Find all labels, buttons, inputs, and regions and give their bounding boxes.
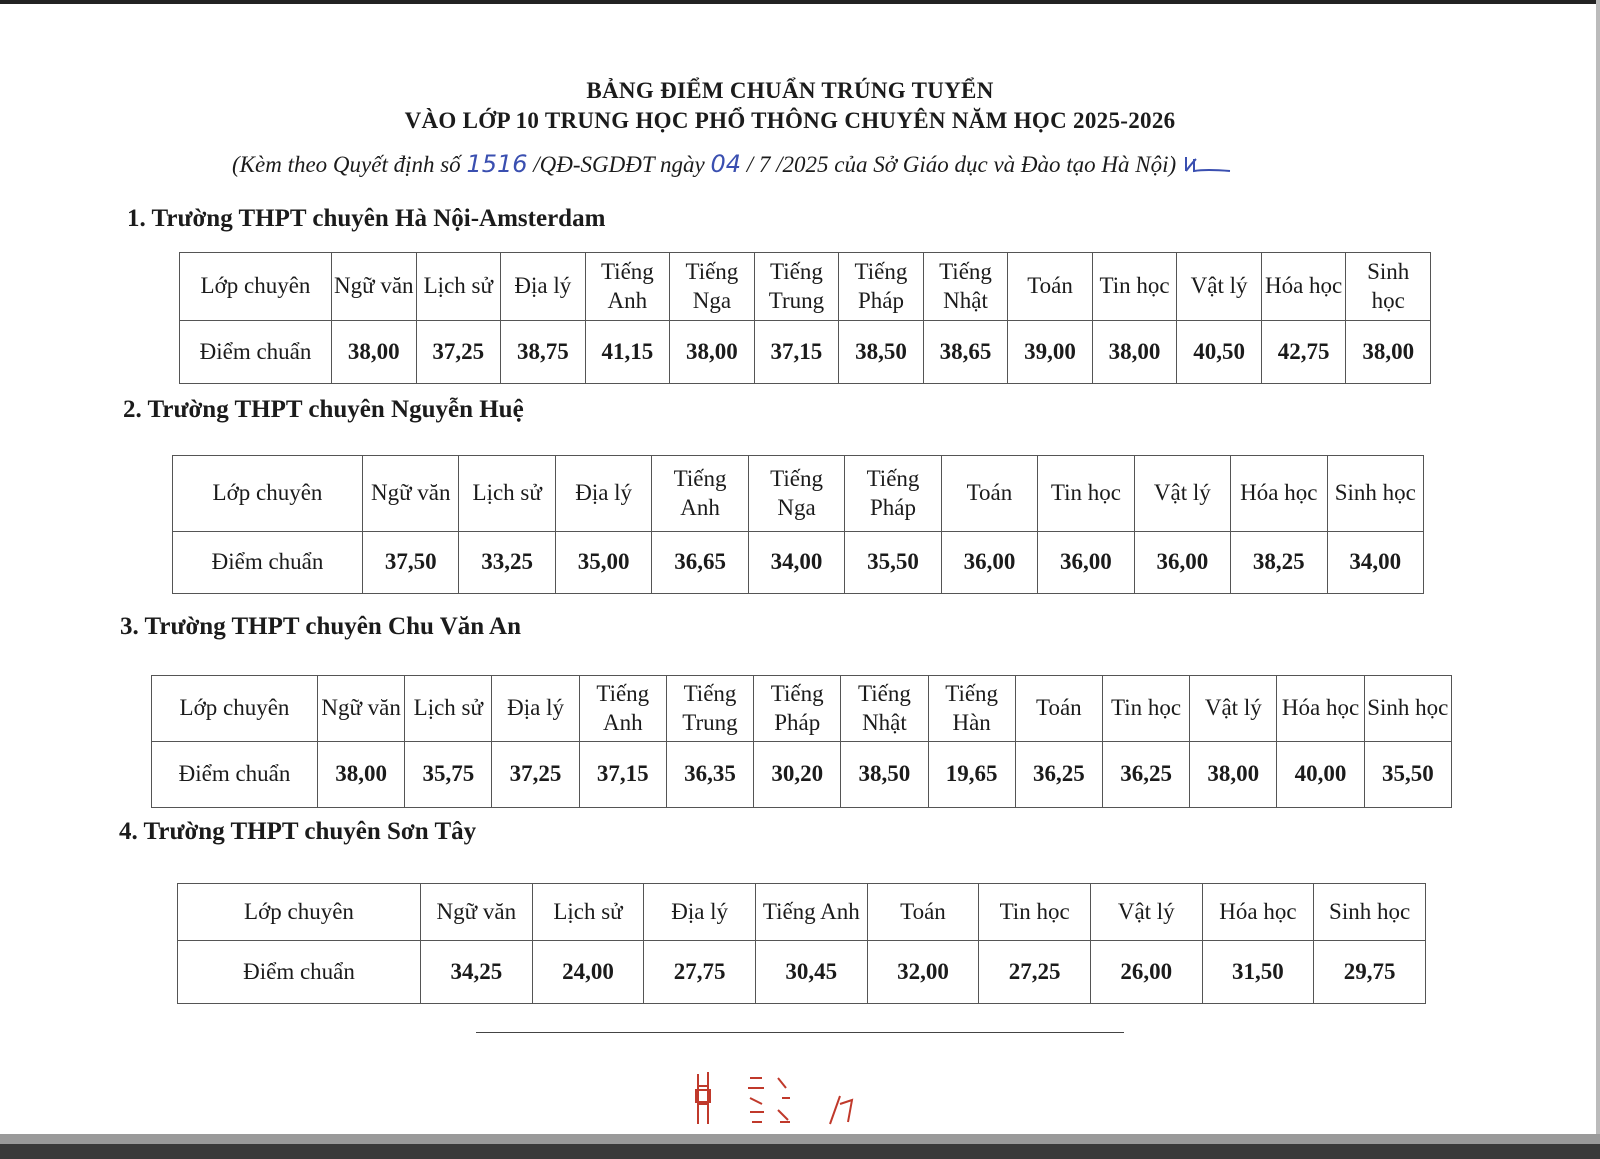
document-title-line1: BẢNG ĐIỂM CHUẨN TRÚNG TUYỂN [586,78,994,103]
score-cell: 34,00 [748,532,844,594]
score-row [178,941,1426,1004]
decision-number-handwritten: 1516 [466,150,528,178]
subject-cell: Sinh học [1346,253,1431,321]
subject-cell: Tiếng Nga [670,253,755,321]
subtitle-part2: /QĐ-SGDĐT ngày [533,152,705,177]
score-cell: 19,65 [928,742,1015,808]
subject-cell: Tiếng Nhật [923,253,1008,321]
subject-cell: Tiếng Anh [652,456,748,532]
score-cell: 38,00 [318,742,405,808]
subject-cell: Lịch sử [459,456,555,532]
subject-cell: Địa lý [555,456,651,532]
subject-cell: Toán [1015,676,1102,742]
subject-header-label: Lớp chuyên [180,253,332,321]
score-cell: 35,50 [1364,742,1451,808]
score-cell: 35,00 [555,532,651,594]
subject-cell: Tiếng Nga [748,456,844,532]
subject-cell: Sinh học [1314,884,1426,941]
score-cell: 35,50 [845,532,941,594]
score-cell: 34,00 [1327,532,1423,594]
score-cell: 41,15 [585,321,670,384]
subject-cell: Sinh học [1327,456,1423,532]
score-cell: 42,75 [1261,321,1346,384]
score-cell: 37,25 [416,321,501,384]
school-1-table [179,252,1431,384]
score-cell: 24,00 [532,941,644,1004]
score-cell: 40,50 [1177,321,1262,384]
subtitle-part3: / 7 /2025 của Sở Giáo dục và Đào tạo Hà Nội) [746,152,1177,177]
score-cell: 27,25 [979,941,1091,1004]
subject-cell: Toán [867,884,979,941]
score-cell: 38,00 [332,321,417,384]
decision-day-handwritten: 04 [710,150,741,178]
subject-cell: Tiếng Pháp [754,676,841,742]
school-3-heading: 3. Trường THPT chuyên Chu Văn An [120,613,521,640]
subject-cell: Địa lý [492,676,579,742]
subject-cell: Tiếng Pháp [839,253,924,321]
score-header-label: Điểm chuẩn [152,742,318,808]
score-cell: 38,00 [1190,742,1277,808]
score-cell: 40,00 [1277,742,1364,808]
subject-cell: Tiếng Trung [754,253,839,321]
subject-cell: Toán [1008,253,1093,321]
subject-cell: Vật lý [1177,253,1262,321]
score-cell: 35,75 [405,742,492,808]
score-cell: 37,50 [363,532,459,594]
score-header-label: Điểm chuẩn [178,941,421,1004]
subject-cell: Tin học [1092,253,1177,321]
subject-cell: Tiếng Trung [666,676,753,742]
subject-cell: Ngữ văn [421,884,533,941]
subject-cell: Tin học [1038,456,1134,532]
subject-cell: Tiếng Nhật [841,676,928,742]
score-cell: 38,00 [1092,321,1177,384]
subject-cell: Tiếng Anh [585,253,670,321]
subject-cell: Lịch sử [416,253,501,321]
subject-header-label: Lớp chuyên [178,884,421,941]
score-cell: 38,00 [1346,321,1431,384]
subject-cell: Tiếng Hàn [928,676,1015,742]
score-cell: 38,00 [670,321,755,384]
score-row [152,742,1452,808]
score-cell: 36,65 [652,532,748,594]
score-cell: 38,75 [501,321,586,384]
score-cell: 37,25 [492,742,579,808]
subject-row [173,456,1424,532]
school-1-heading: 1. Trường THPT chuyên Hà Nội-Amsterdam [127,205,606,232]
score-cell: 39,00 [1008,321,1093,384]
score-cell: 32,00 [867,941,979,1004]
subject-cell: Tin học [979,884,1091,941]
subject-cell: Vật lý [1190,676,1277,742]
subject-cell: Hóa học [1277,676,1364,742]
subject-cell: Ngữ văn [332,253,417,321]
score-header-label: Điểm chuẩn [173,532,363,594]
subject-cell: Hóa học [1261,253,1346,321]
subject-cell: Lịch sử [405,676,492,742]
school-3-table [151,675,1452,808]
school-4-heading: 4. Trường THPT chuyên Sơn Tây [119,818,477,845]
score-row [180,321,1431,384]
subject-cell: Lịch sử [532,884,644,941]
school-2-table [172,455,1424,594]
subject-cell: Địa lý [644,884,756,941]
school-2-heading: 2. Trường THPT chuyên Nguyễn Huệ [123,396,524,423]
right-edge [1596,0,1600,1159]
subject-cell: Hóa học [1231,456,1327,532]
subject-cell: Tin học [1102,676,1189,742]
subject-cell: Vật lý [1090,884,1202,941]
score-cell: 38,65 [923,321,1008,384]
subtitle-part1: (Kèm theo Quyết định số [232,152,461,177]
subject-cell: Hóa học [1202,884,1314,941]
score-cell: 36,00 [1134,532,1230,594]
score-row [173,532,1424,594]
top-edge [0,0,1600,4]
score-cell: 36,00 [941,532,1037,594]
score-cell: 37,15 [579,742,666,808]
subject-cell: Sinh học [1364,676,1451,742]
score-cell: 37,15 [754,321,839,384]
score-cell: 34,25 [421,941,533,1004]
subject-cell: Tiếng Pháp [845,456,941,532]
score-cell: 38,25 [1231,532,1327,594]
subject-cell: Tiếng Anh [579,676,666,742]
subject-header-label: Lớp chuyên [173,456,363,532]
score-cell: 29,75 [1314,941,1426,1004]
subject-cell: Địa lý [501,253,586,321]
subject-row [178,884,1426,941]
score-cell: 36,25 [1102,742,1189,808]
subject-cell: Vật lý [1134,456,1230,532]
score-cell: 38,50 [841,742,928,808]
subject-header-label: Lớp chuyên [152,676,318,742]
school-4-table [177,883,1426,1004]
red-seal-stamp-icon [690,1064,890,1130]
score-cell: 36,00 [1038,532,1134,594]
bottom-edge [0,1134,1600,1159]
score-cell: 30,20 [754,742,841,808]
subject-cell: Ngữ văn [318,676,405,742]
score-cell: 38,50 [839,321,924,384]
document-title-line2: VÀO LỚP 10 TRUNG HỌC PHỔ THÔNG CHUYÊN NĂM HỌC 2025-2026 [404,108,1176,133]
score-cell: 27,75 [644,941,756,1004]
score-header-label: Điểm chuẩn [180,321,332,384]
closing-rule [476,1032,1124,1033]
score-cell: 26,00 [1090,941,1202,1004]
score-cell: 31,50 [1202,941,1314,1004]
subject-cell: Ngữ văn [363,456,459,532]
subject-cell: Toán [941,456,1037,532]
score-cell: 33,25 [459,532,555,594]
score-cell: 30,45 [755,941,867,1004]
initial-mark-icon [1182,153,1234,175]
document-subtitle [232,150,1234,178]
score-cell: 36,35 [666,742,753,808]
subject-row [180,253,1431,321]
subject-cell: Tiếng Anh [755,884,867,941]
score-cell: 36,25 [1015,742,1102,808]
subject-row [152,676,1452,742]
